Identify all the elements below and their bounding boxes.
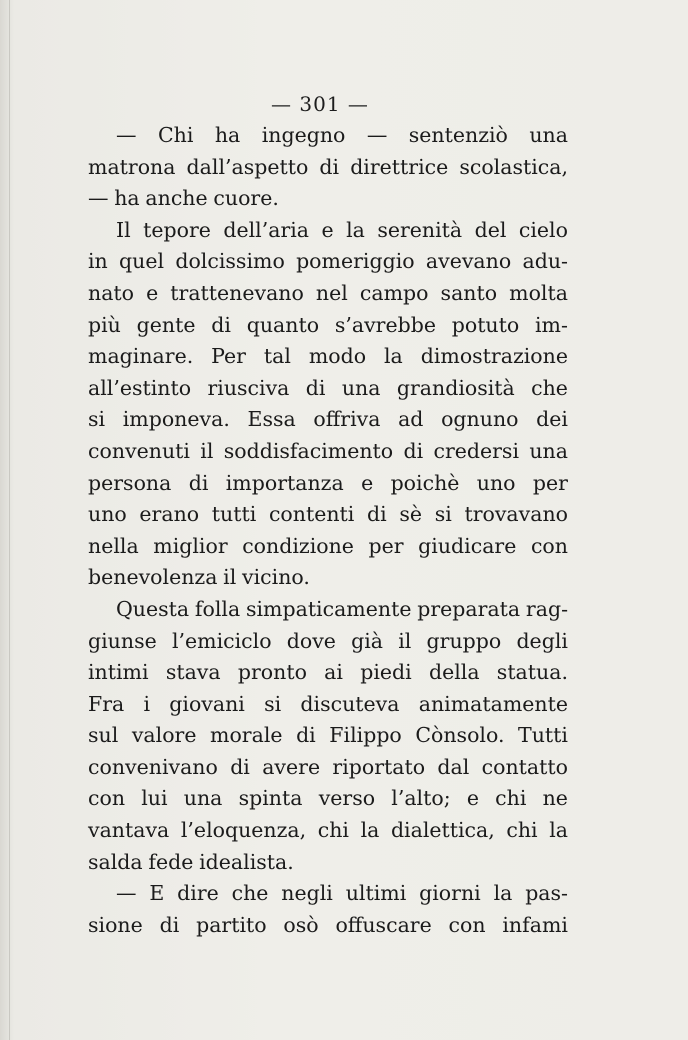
text-line: vantava l’eloquenza, chi la dialettica, chi la bbox=[88, 818, 568, 843]
page-spine-edge bbox=[9, 0, 10, 1040]
text-line: Il tepore dell’aria e la serenità del cielo bbox=[116, 217, 568, 242]
text-line: con lui una spinta verso l’alto; e chi ne bbox=[88, 786, 568, 811]
body-text bbox=[88, 120, 568, 941]
text-line: maginare. Per tal modo la dimostrazione bbox=[88, 344, 568, 369]
text-line: all’estinto riusciva di una grandiosità che bbox=[88, 375, 568, 400]
text-line: persona di importanza e poichè uno per bbox=[88, 470, 568, 495]
text-line: sul valore morale di Filippo Cònsolo. Tutti bbox=[88, 723, 568, 748]
text-line: matrona dall’aspetto di direttrice scolastica, bbox=[88, 154, 568, 179]
text-line: — E dire che negli ultimi giorni la pas- bbox=[116, 881, 568, 906]
text-line: uno erano tutti contenti di sè si trovavano bbox=[88, 502, 568, 527]
text-line: salda fede idealista. bbox=[88, 849, 294, 874]
text-line: nella miglior condizione per giudicare con bbox=[88, 533, 568, 558]
text-line: si imponeva. Essa offriva ad ognuno dei bbox=[88, 407, 568, 432]
text-line: nato e trattenevano nel campo santo molta bbox=[88, 280, 568, 305]
text-line: Questa folla simpaticamente preparata rag- bbox=[116, 596, 568, 621]
text-line: Fra i giovani si discuteva animatamente bbox=[88, 691, 568, 716]
text-line: intimi stava pronto ai piedi della statua. bbox=[88, 660, 568, 685]
text-line: convenuti il soddisfacimento di credersi una bbox=[88, 438, 568, 463]
text-line: benevolenza il vicino. bbox=[88, 565, 310, 590]
text-line: — Chi ha ingegno — sentenziò una bbox=[116, 123, 568, 147]
text-line: convenivano di avere riportato dal contatto bbox=[88, 754, 568, 779]
text-line: in quel dolcissimo pomeriggio avevano adu- bbox=[88, 249, 568, 274]
text-line: giunse l’emiciclo dove già il gruppo degli bbox=[88, 628, 568, 653]
text-line: — ha anche cuore. bbox=[88, 186, 279, 211]
text-line: più gente di quanto s’avrebbe potuto im- bbox=[88, 312, 568, 337]
page-number: — 301 — bbox=[271, 92, 369, 116]
text-line: sione di partito osò offuscare con infami bbox=[88, 912, 568, 937]
